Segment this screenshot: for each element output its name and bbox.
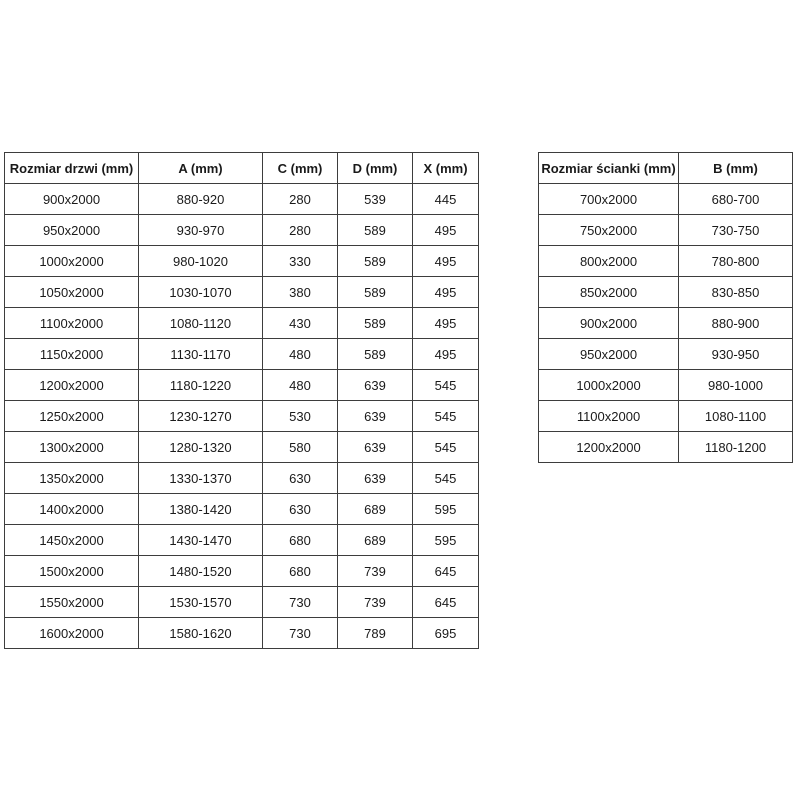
table-row	[539, 215, 793, 246]
table-cell: 645	[413, 587, 479, 618]
table-cell: 700x2000	[539, 184, 679, 215]
table-cell: 280	[263, 184, 338, 215]
table-cell: 695	[413, 618, 479, 649]
table-cell: 830-850	[679, 277, 793, 308]
table-cell: 1450x2000	[5, 525, 139, 556]
table-row	[539, 308, 793, 339]
table-cell: 495	[413, 308, 479, 339]
table-cell: 639	[338, 401, 413, 432]
table-cell: 1100x2000	[5, 308, 139, 339]
table-cell: 1580-1620	[139, 618, 263, 649]
table-row	[5, 525, 479, 556]
table-cell: 980-1020	[139, 246, 263, 277]
table-cell: 1200x2000	[539, 432, 679, 463]
table-cell: 900x2000	[5, 184, 139, 215]
header-cell: A (mm)	[139, 153, 263, 184]
table-cell: 1130-1170	[139, 339, 263, 370]
table-cell: 739	[338, 587, 413, 618]
header-cell: Rozmiar drzwi (mm)	[5, 153, 139, 184]
table-cell: 445	[413, 184, 479, 215]
table-cell: 1000x2000	[539, 370, 679, 401]
table-cell: 480	[263, 370, 338, 401]
table-cell: 800x2000	[539, 246, 679, 277]
table-row	[5, 277, 479, 308]
table-row	[539, 432, 793, 463]
table-cell: 545	[413, 463, 479, 494]
table-cell: 589	[338, 246, 413, 277]
table-cell: 1180-1220	[139, 370, 263, 401]
table-row	[5, 587, 479, 618]
table-cell: 930-950	[679, 339, 793, 370]
table-cell: 680-700	[679, 184, 793, 215]
table-cell: 1080-1120	[139, 308, 263, 339]
table-cell: 1200x2000	[5, 370, 139, 401]
table-cell: 739	[338, 556, 413, 587]
table-cell: 1230-1270	[139, 401, 263, 432]
table-cell: 680	[263, 525, 338, 556]
table-cell: 545	[413, 401, 479, 432]
table-cell: 380	[263, 277, 338, 308]
table-cell: 1000x2000	[5, 246, 139, 277]
table-cell: 1400x2000	[5, 494, 139, 525]
table-cell: 480	[263, 339, 338, 370]
table-cell: 580	[263, 432, 338, 463]
table-row	[5, 215, 479, 246]
table-cell: 689	[338, 494, 413, 525]
table-cell: 1100x2000	[539, 401, 679, 432]
table-cell: 850x2000	[539, 277, 679, 308]
table-cell: 430	[263, 308, 338, 339]
table-cell: 980-1000	[679, 370, 793, 401]
table-cell: 495	[413, 339, 479, 370]
table-cell: 930-970	[139, 215, 263, 246]
table-row	[539, 401, 793, 432]
table-cell: 750x2000	[539, 215, 679, 246]
header-row	[5, 153, 479, 184]
table-cell: 680	[263, 556, 338, 587]
table-cell: 595	[413, 525, 479, 556]
table-row	[539, 370, 793, 401]
table-cell: 950x2000	[5, 215, 139, 246]
header-cell: D (mm)	[338, 153, 413, 184]
table-cell: 1550x2000	[5, 587, 139, 618]
table-cell: 545	[413, 370, 479, 401]
table-cell: 639	[338, 463, 413, 494]
table-cell: 589	[338, 277, 413, 308]
table-row	[5, 432, 479, 463]
table-row	[5, 618, 479, 649]
header-cell: Rozmiar ścianki (mm)	[539, 153, 679, 184]
table-row	[5, 401, 479, 432]
table-row	[539, 246, 793, 277]
table-row	[5, 370, 479, 401]
table-cell: 689	[338, 525, 413, 556]
table-cell: 495	[413, 246, 479, 277]
table-row	[5, 339, 479, 370]
table-cell: 589	[338, 215, 413, 246]
table-cell: 589	[338, 308, 413, 339]
wall-sizes-table	[538, 152, 793, 463]
table-cell: 495	[413, 277, 479, 308]
table-row	[5, 184, 479, 215]
table-cell: 639	[338, 370, 413, 401]
table-cell: 545	[413, 432, 479, 463]
table-cell: 630	[263, 463, 338, 494]
table-row	[5, 494, 479, 525]
header-row	[539, 153, 793, 184]
header-cell: C (mm)	[263, 153, 338, 184]
table-cell: 1030-1070	[139, 277, 263, 308]
header-cell: X (mm)	[413, 153, 479, 184]
table-row	[5, 246, 479, 277]
table-cell: 1380-1420	[139, 494, 263, 525]
table-cell: 1050x2000	[5, 277, 139, 308]
table-cell: 280	[263, 215, 338, 246]
table-row	[5, 556, 479, 587]
table-cell: 950x2000	[539, 339, 679, 370]
table-cell: 789	[338, 618, 413, 649]
table-cell: 900x2000	[539, 308, 679, 339]
table-row	[5, 308, 479, 339]
table-cell: 1280-1320	[139, 432, 263, 463]
table-cell: 1530-1570	[139, 587, 263, 618]
table-cell: 1600x2000	[5, 618, 139, 649]
table-cell: 730	[263, 618, 338, 649]
table-cell: 495	[413, 215, 479, 246]
table-cell: 1180-1200	[679, 432, 793, 463]
table-cell: 330	[263, 246, 338, 277]
door-sizes-table	[4, 152, 479, 649]
table-cell: 595	[413, 494, 479, 525]
table-cell: 1330-1370	[139, 463, 263, 494]
table-row	[539, 184, 793, 215]
table-cell: 880-900	[679, 308, 793, 339]
table-cell: 630	[263, 494, 338, 525]
table-cell: 639	[338, 432, 413, 463]
table-cell: 589	[338, 339, 413, 370]
table-row	[5, 463, 479, 494]
header-cell: B (mm)	[679, 153, 793, 184]
table-cell: 1250x2000	[5, 401, 139, 432]
table-row	[539, 339, 793, 370]
table-cell: 1480-1520	[139, 556, 263, 587]
table-cell: 530	[263, 401, 338, 432]
table-cell: 730	[263, 587, 338, 618]
table-cell: 1430-1470	[139, 525, 263, 556]
table-cell: 1300x2000	[5, 432, 139, 463]
table-cell: 880-920	[139, 184, 263, 215]
table-cell: 730-750	[679, 215, 793, 246]
table-cell: 1080-1100	[679, 401, 793, 432]
table-cell: 539	[338, 184, 413, 215]
table-cell: 1150x2000	[5, 339, 139, 370]
table-cell: 1350x2000	[5, 463, 139, 494]
table-cell: 780-800	[679, 246, 793, 277]
table-cell: 1500x2000	[5, 556, 139, 587]
table-row	[539, 277, 793, 308]
table-cell: 645	[413, 556, 479, 587]
